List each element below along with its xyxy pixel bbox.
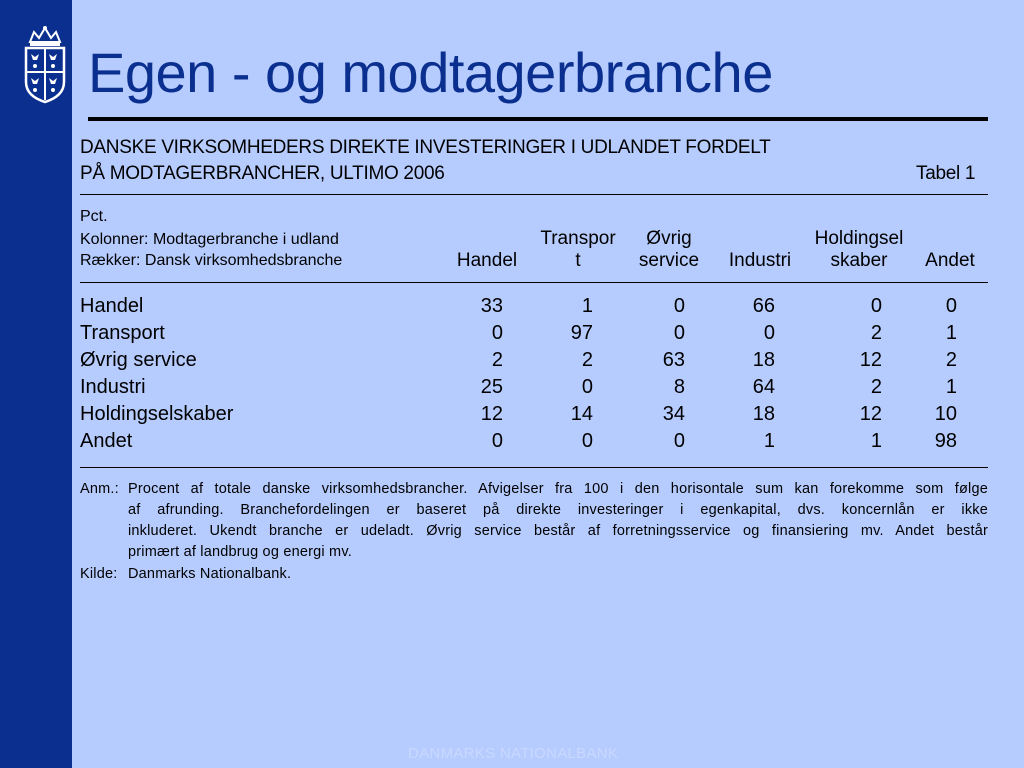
table-cell: 63 xyxy=(662,349,685,371)
sidebar-band xyxy=(0,0,72,768)
columns-description: Kolonner: Modtagerbranche i udland xyxy=(80,231,339,248)
table-cell: 34 xyxy=(662,403,685,425)
column-header: Industri xyxy=(728,250,792,271)
table-cell: 18 xyxy=(752,349,775,371)
table-cell: 0 xyxy=(581,376,593,398)
table-cell: 64 xyxy=(752,376,775,398)
row-label: Transport xyxy=(80,322,165,344)
table-cell: 66 xyxy=(752,295,775,317)
table-cell: 10 xyxy=(934,403,957,425)
table-cell: 12 xyxy=(859,403,882,425)
table-cell: 12 xyxy=(859,349,882,371)
table-cell: 0 xyxy=(945,295,957,317)
note-line: inkluderet. Ukendt branche er udeladt. Øvrig service består af forretningsservice og finansiering mv. Andet består xyxy=(128,523,988,539)
source-label: Kilde: xyxy=(80,566,118,582)
note-label: Anm.: xyxy=(80,481,119,497)
table-cell: 1 xyxy=(945,322,957,344)
divider xyxy=(80,467,988,468)
table-cell: 98 xyxy=(934,430,957,452)
table-cell: 97 xyxy=(570,322,593,344)
row-label: Øvrig service xyxy=(80,349,197,371)
table-cell: 0 xyxy=(673,430,685,452)
table-cell: 0 xyxy=(763,322,775,344)
unit-label: Pct. xyxy=(80,208,108,225)
footer-brand: DANMARKS NATIONALBANK xyxy=(408,745,619,762)
table-cell: 12 xyxy=(480,403,503,425)
table-cell: 33 xyxy=(480,295,503,317)
rows-description: Rækker: Dansk virksomhedsbranche xyxy=(80,252,343,269)
row-label: Holdingselskaber xyxy=(80,403,234,425)
table-cell: 2 xyxy=(491,349,503,371)
table-cell: 0 xyxy=(673,322,685,344)
divider xyxy=(80,194,988,195)
row-label: Handel xyxy=(80,295,144,317)
table-cell: 1 xyxy=(763,430,775,452)
table-heading-line2: PÅ MODTAGERBRANCHER, ULTIMO 2006 xyxy=(80,163,445,184)
table-cell: 8 xyxy=(673,376,685,398)
column-header: Transpor t xyxy=(540,228,616,271)
table-cell: 0 xyxy=(673,295,685,317)
table-cell: 2 xyxy=(870,322,882,344)
column-header: Handel xyxy=(456,250,518,271)
column-header: Holdingsel skaber xyxy=(814,228,904,271)
table-cell: 2 xyxy=(581,349,593,371)
table-cell: 2 xyxy=(870,376,882,398)
divider xyxy=(80,282,988,283)
table-cell: 1 xyxy=(945,376,957,398)
column-header: Andet xyxy=(925,250,975,271)
table-cell: 2 xyxy=(945,349,957,371)
table-cell: 25 xyxy=(480,376,503,398)
table-cell: 0 xyxy=(870,295,882,317)
table-cell: 1 xyxy=(870,430,882,452)
table-cell: 0 xyxy=(491,430,503,452)
table-cell: 0 xyxy=(491,322,503,344)
row-label: Andet xyxy=(80,430,133,452)
source-text: Danmarks Nationalbank. xyxy=(128,566,292,582)
table-cell: 1 xyxy=(581,295,593,317)
table-cell: 0 xyxy=(581,430,593,452)
coat-of-arms-icon xyxy=(22,24,68,104)
table-number: Tabel 1 xyxy=(916,163,976,184)
table-cell: 18 xyxy=(752,403,775,425)
table-cell: 14 xyxy=(570,403,593,425)
page-title: Egen - og modtagerbranche xyxy=(88,41,773,104)
table-heading-line1: DANSKE VIRKSOMHEDERS DIREKTE INVESTERINGER I UDLANDET FORDELT xyxy=(80,137,771,158)
note-line: af afrunding. Branchefordelingen er baseret på direkte investeringer i egenkapital, dvs. koncernlån er ikke xyxy=(128,502,988,518)
title-underline xyxy=(88,117,988,121)
column-header: Øvrig service xyxy=(638,228,700,271)
row-label: Industri xyxy=(80,376,146,398)
note-line: Procent af totale danske virksomhedsbrancher. Afvigelser fra 100 i den horisontale sum kan forekomme som følge xyxy=(128,481,988,497)
note-line: primært af landbrug og energi mv. xyxy=(128,544,352,560)
